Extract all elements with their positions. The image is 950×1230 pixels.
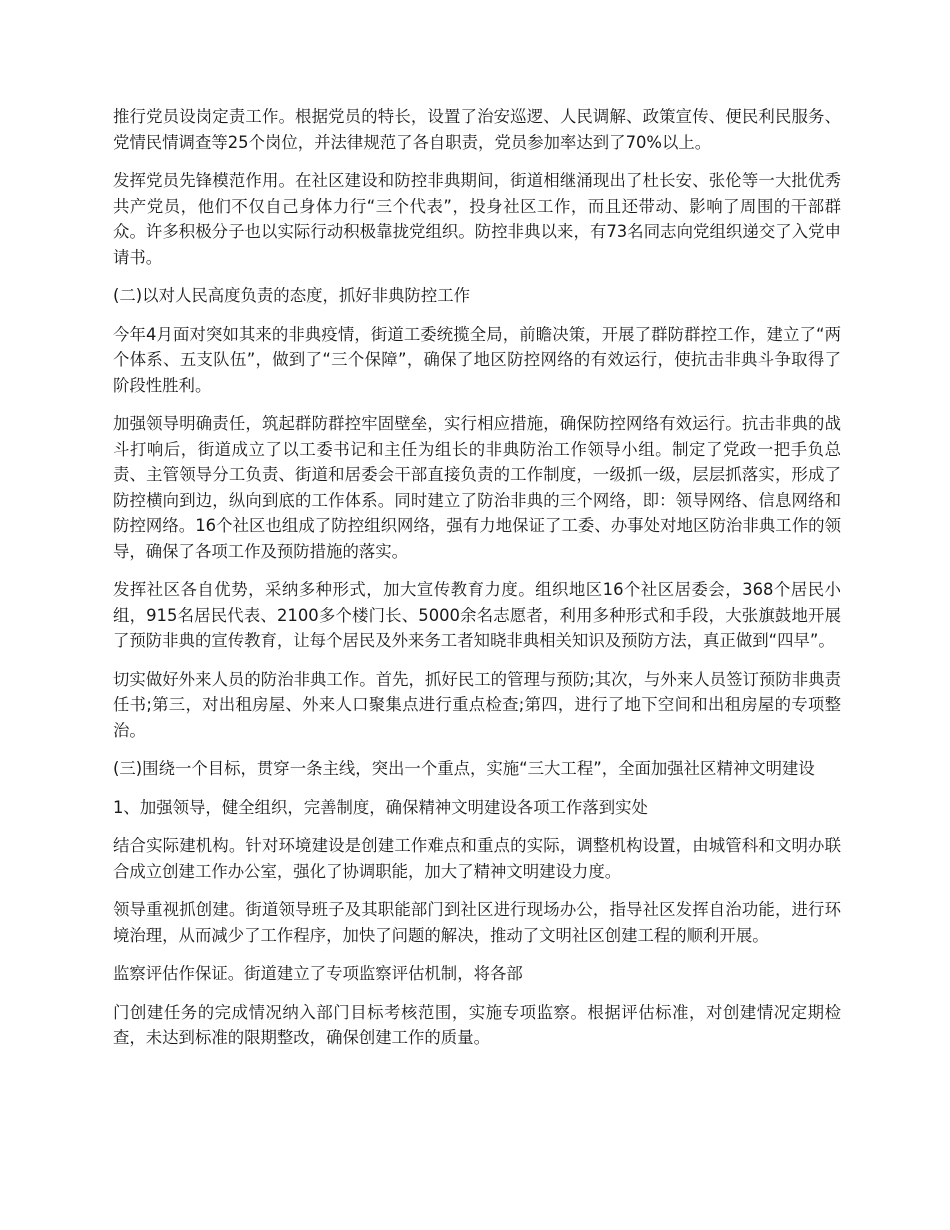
subsection-heading-1: 1、加强领导，健全组织，完善制度，确保精神文明建设各项工作落到实处: [113, 797, 648, 817]
paragraph-sars-overview: 今年4月面对突如其来的非典疫情，街道工委统揽全局，前瞻决策，开展了群防群控工作，建立了“两个体系、五支队伍”，做到了“三个保障”，确保了地区防控网络的有效运行，使抗击非典斗争取得了阶段性胜利。: [113, 324, 841, 395]
paragraph-supervision-intro: 监察评估作保证。街道建立了专项监察评估机制，将各部: [113, 964, 523, 983]
paragraph-leadership: 加强领导明确责任，筑起群防群控牢固壁垒，实行相应措施，确保防控网络有效运行。抗击非典的战斗打响后，街道成立了以工委书记和主任为组长的非典防治工作领导小组。制定了党政一把手负总责、主管领导分工负责、街道和居委会干部直接负责的工作制度，一级抓一级，层层抓落实，形成了防控横向到边，纵向到底的工作体系。同时建立了防治非典的三个网络，即：领导网络、信息网络和防控网络。16个社区也组成了防控组织网络，强有力地保证了工委、办事处对地区防治非典工作的领导，确保了各项工作及预防措施的落实。: [113, 414, 841, 561]
paragraph-leadership-creation: 领导重视抓创建。街道领导班子及其职能部门到社区进行现场办公，指导社区发挥自治功能，进行环境治理，从而减少了工作程序，加快了问题的解决，推动了文明社区创建工程的顺利开展。: [113, 900, 841, 945]
section-heading-3: (三)围绕一个目标，贯穿一条主线，突出一个重点，实施“三大工程”，全面加强社区精神文明建设: [113, 759, 815, 778]
paragraph-party-vanguard: 发挥党员先锋模范作用。在社区建设和防控非典期间，街道相继涌现出了杜长安、张伦等一大批优秀共产党员，他们不仅自己身体力行“三个代表”，投身社区工作，而且还带动、影响了周围的干部群众。许多积极分子也以实际行动积极靠拢党组织。防控非典以来，有73名同志向党组织递交了入党申请书。: [113, 171, 841, 267]
section-heading-2: (二)以对人民高度负责的态度，抓好非典防控工作: [113, 286, 470, 305]
document-page: [113, 104, 841, 1064]
paragraph-establish-office: 结合实际建机构。针对环境建设是创建工作难点和重点的实际，调整机构设置，由城管科和文明办联合成立创建工作办公室，强化了协调职能，加大了精神文明建设力度。: [113, 836, 841, 881]
paragraph-community-publicity: 发挥社区各自优势，采纳多种形式，加大宣传教育力度。组织地区16个社区居委会，368个居民小组，915名居民代表、2100多个楼门长、5000余名志愿者，利用多种形式和手段，大张旗鼓地开展了预防非典的宣传教育，让每个居民及外来务工者知晓非典相关知识及预防方法，真正做到“四早”。: [113, 580, 841, 650]
paragraph-migrant-workers: 切实做好外来人员的防治非典工作。首先，抓好民工的管理与预防;其次，与外来人员签订预防非典责任书;第三，对出租房屋、外来人口聚集点进行重点检查;第四，进行了地下空间和出租房屋的专项整治。: [113, 669, 841, 740]
paragraph-party-posts: 推行党员设岗定责工作。根据党员的特长，设置了治安巡逻、人民调解、政策宣传、便民利民服务、党情民情调查等25个岗位，并法律规范了各自职责，党员参加率达到了70%以上。: [113, 107, 841, 152]
paragraph-supervision-detail: 门创建任务的完成情况纳入部门目标考核范围，实施专项监察。根据评估标准，对创建情况定期检查，未达到标准的限期整改，确保创建工作的质量。: [113, 1002, 841, 1047]
